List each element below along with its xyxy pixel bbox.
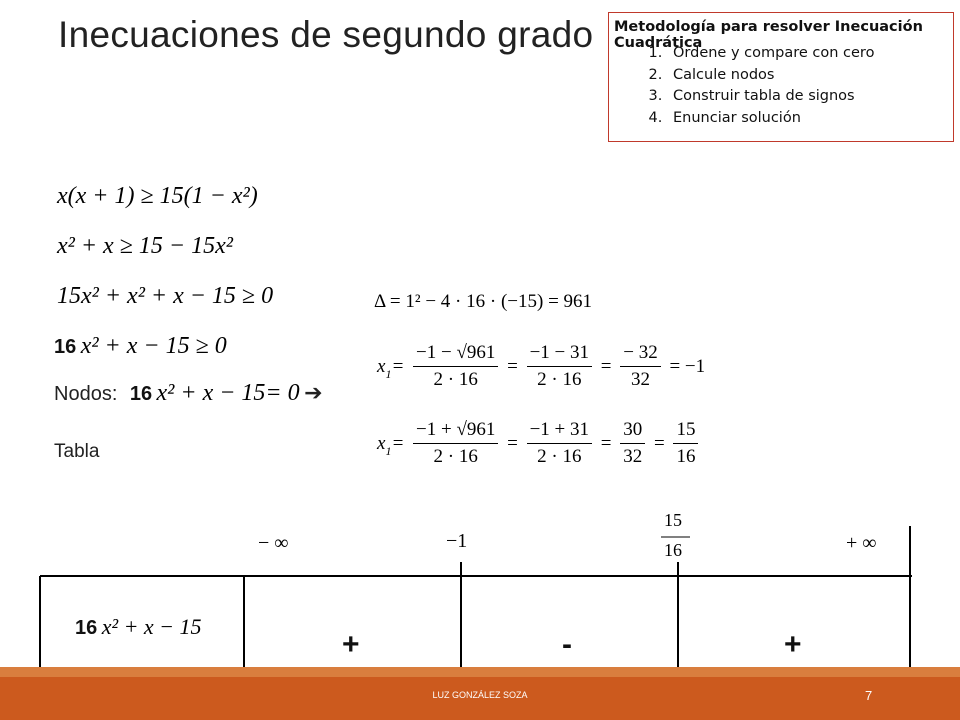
- tabla-label: Tabla: [54, 441, 100, 462]
- sign-cell: -: [562, 628, 572, 661]
- denominator: 2 · 16: [537, 369, 582, 390]
- fraction: [413, 340, 498, 393]
- root-x2-calculation: $x_1=$ $\frac{-1 + √961}{2 \cdot 16}$ = $\frac{-1 + 31}{2 \cdot 16}$ = $\frac{30}{32}$ = $\frac{15}{16}$: [373, 417, 698, 470]
- numerator: −1 − √961: [413, 340, 498, 367]
- fraction: [527, 340, 592, 393]
- fraction: [673, 417, 698, 470]
- table-row-label: [75, 614, 202, 640]
- nodos-line: [54, 380, 323, 407]
- equation-simplified: [54, 333, 227, 360]
- node-fraction-denominator: 16: [664, 540, 682, 560]
- numerator: − 32: [620, 340, 660, 367]
- footer-accent: [0, 667, 960, 677]
- numerator: 30: [620, 417, 645, 444]
- fraction: [527, 417, 592, 470]
- equation-original: x(x + 1) ≥ 15(1 − x²): [57, 183, 258, 209]
- footer-author: LUZ GONZÁLEZ SOZA: [432, 690, 528, 700]
- nodos-label: Nodos:: [54, 383, 118, 405]
- methodology-heading: Metodología para resolver Inecuación Cuadrática: [614, 19, 923, 51]
- page-title: Inecuaciones de segundo grado: [58, 14, 594, 55]
- equation-simplified-rest: x² + x − 15 ≥ 0: [80, 333, 227, 359]
- numerator: −1 + 31: [527, 417, 592, 444]
- root-label: x: [377, 432, 386, 454]
- sign-cell: +: [784, 628, 802, 661]
- equation-ordered: 15x² + x² + x − 15 ≥ 0: [57, 283, 274, 309]
- numerator: 15: [673, 417, 698, 444]
- methodology-step: 3. Construir tabla de signos: [667, 86, 874, 108]
- denominator: 16: [676, 446, 696, 467]
- methodology-box: [608, 12, 954, 142]
- denominator: 32: [623, 446, 643, 467]
- neg-infinity: − ∞: [258, 532, 289, 554]
- equation-expanded: x² + x ≥ 15 − 15x²: [57, 233, 233, 259]
- sign-table: [0, 500, 960, 680]
- denominator: 2 · 16: [433, 446, 478, 467]
- fraction: [620, 417, 645, 470]
- node-fraction-numerator: 15: [664, 510, 682, 530]
- node-minus-one: −1: [446, 530, 468, 552]
- denominator: 2 · 16: [433, 369, 478, 390]
- arrow-icon: ➔: [304, 380, 323, 405]
- table-row-expression: x² + x − 15: [101, 614, 202, 639]
- coefficient-highlight: 16: [129, 383, 153, 405]
- denominator: 32: [630, 369, 650, 390]
- root-x1-result: = −1: [669, 355, 706, 377]
- fraction: [620, 340, 660, 393]
- sign-cell: +: [342, 628, 360, 661]
- page-number: 7: [865, 688, 873, 703]
- coefficient-highlight: 16: [54, 336, 77, 358]
- discriminant: Δ = 1² − 4 · 16 · (−15) = 961: [374, 291, 593, 312]
- methodology-step: 4. Enunciar solución: [667, 108, 874, 130]
- methodology-step: 2. Calcule nodos: [667, 65, 874, 87]
- numerator: −1 + √961: [413, 417, 498, 444]
- nodos-equation: x² + x − 15= 0: [156, 380, 300, 406]
- pos-infinity: + ∞: [846, 532, 877, 554]
- root-x1-calculation: $x_1=$ $\frac{-1 - √961}{2 \cdot 16}$ = $\frac{-1 - 31}{2 \cdot 16}$ = $\frac{- 32}{32}$ = −1: [373, 340, 709, 393]
- fraction: [413, 417, 498, 470]
- coefficient-highlight: 16: [75, 617, 98, 639]
- root-subscript: 1: [385, 366, 392, 381]
- methodology-step: 1. Ordene y compare con cero: [667, 43, 874, 65]
- root-subscript: 1: [385, 443, 392, 458]
- denominator: 2 · 16: [537, 446, 582, 467]
- root-label: x: [377, 355, 386, 377]
- numerator: −1 − 31: [527, 340, 592, 367]
- methodology-steps: [615, 43, 874, 129]
